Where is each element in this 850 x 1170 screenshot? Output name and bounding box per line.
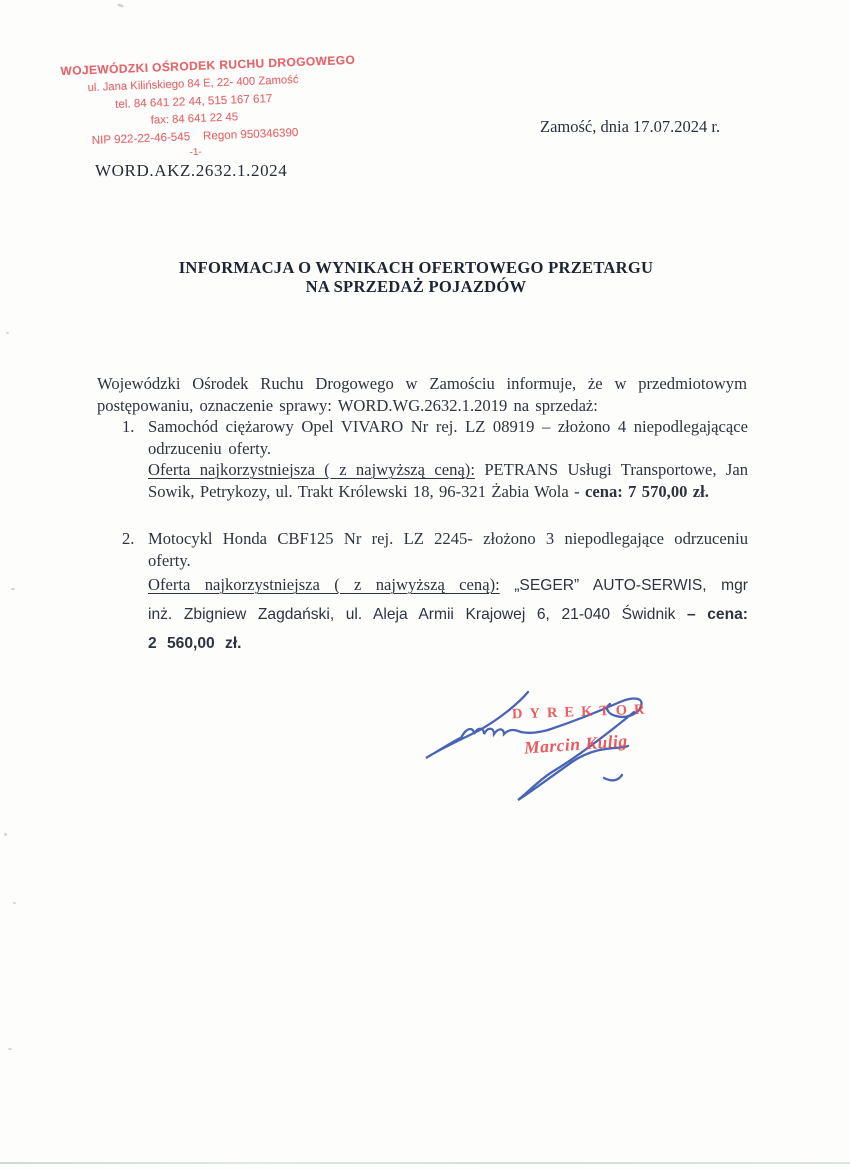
stamp-nip-regon: NIP 922-22-46-545 Regon 950346390 bbox=[91, 126, 299, 147]
document-title-line2: NA SPRZEDAŻ POJAZDÓW bbox=[305, 277, 527, 296]
office-stamp bbox=[60, 52, 356, 164]
best-offer-details: „SEGER” AUTO-SERWIS, mgr inż. Zbigniew Zagdański, ul. Aleja Armii Krajowej 6, 21-040 Świdnik bbox=[148, 577, 749, 623]
stamp-fax: fax: 84 641 22 45 bbox=[150, 110, 239, 127]
best-offer-label: Oferta najkorzystniejsza ( z najwyższą ceną): bbox=[148, 460, 475, 479]
results-list bbox=[122, 416, 750, 658]
list-item-vehicle-1 bbox=[122, 416, 750, 502]
document-title bbox=[0, 258, 832, 296]
director-stamp-name: Marcin Kulig bbox=[523, 730, 629, 758]
date-line: Zamość, dnia 17.07.2024 r. bbox=[540, 117, 721, 136]
intro-paragraph: Wojewódzki Ośrodek Ruchu Drogowego w Zamościu informuje, że w przedmiotowym postępowaniu, oznaczenie sprawy: WORD.WG.2632.1.2019 na sprzedaż: bbox=[97, 373, 747, 415]
best-offer-label: Oferta najkorzystniejsza ( z najwyższą ceną): bbox=[148, 575, 500, 594]
scan-edge-line bbox=[0, 1162, 850, 1164]
offer-price: cena: 7 570,00 zł. bbox=[585, 481, 709, 501]
stamp-phone: tel. 84 641 22 44, 515 167 617 bbox=[114, 91, 273, 112]
item-number: 1. bbox=[122, 417, 135, 436]
stamp-org-name: WOJEWÓDZKI OŚRODEK RUCHU DROGOWEGO bbox=[60, 52, 356, 79]
item-body bbox=[148, 528, 748, 658]
item-number: 2. bbox=[122, 529, 135, 548]
item-offer bbox=[148, 459, 748, 502]
scan-speck bbox=[4, 833, 7, 836]
scan-speck bbox=[11, 588, 15, 590]
item-description: Motocykl Honda CBF125 Nr rej. LZ 2245- złożono 3 niepodlegające odrzuceniu oferty. bbox=[148, 529, 748, 570]
item-body bbox=[148, 416, 748, 502]
item-description: Samochód ciężarowy Opel VIVARO Nr rej. LZ 08919 – złożono 4 niepodlegającące odrzuceniu oferty. bbox=[148, 417, 748, 458]
scan-speck bbox=[117, 3, 125, 8]
stamp-address: ul. Jana Kilińskiego 84 E, 22- 400 Zamość bbox=[87, 73, 299, 94]
scan-speck bbox=[6, 332, 9, 334]
list-item-vehicle-2 bbox=[122, 528, 750, 658]
scan-speck bbox=[8, 1048, 12, 1050]
stamp-page-number: -1- bbox=[189, 146, 202, 158]
item-offer bbox=[148, 571, 748, 658]
signature-area bbox=[400, 668, 700, 813]
document-title-line1: INFORMACJA O WYNIKACH OFERTOWEGO PRZETARGU bbox=[178, 258, 654, 277]
director-stamp-title: DYREKTOR bbox=[511, 701, 652, 723]
case-reference: WORD.AKZ.2632.1.2024 bbox=[95, 161, 288, 180]
scan-speck bbox=[13, 902, 16, 904]
offer-price: – cena: 2 560,00 zł. bbox=[148, 606, 748, 652]
best-offer-details: PETRANS Usługi Transportowe, Jan Sowik, Petrykozy, ul. Trakt Królewski 18, 96-321 Żabia Wola - bbox=[148, 460, 748, 501]
